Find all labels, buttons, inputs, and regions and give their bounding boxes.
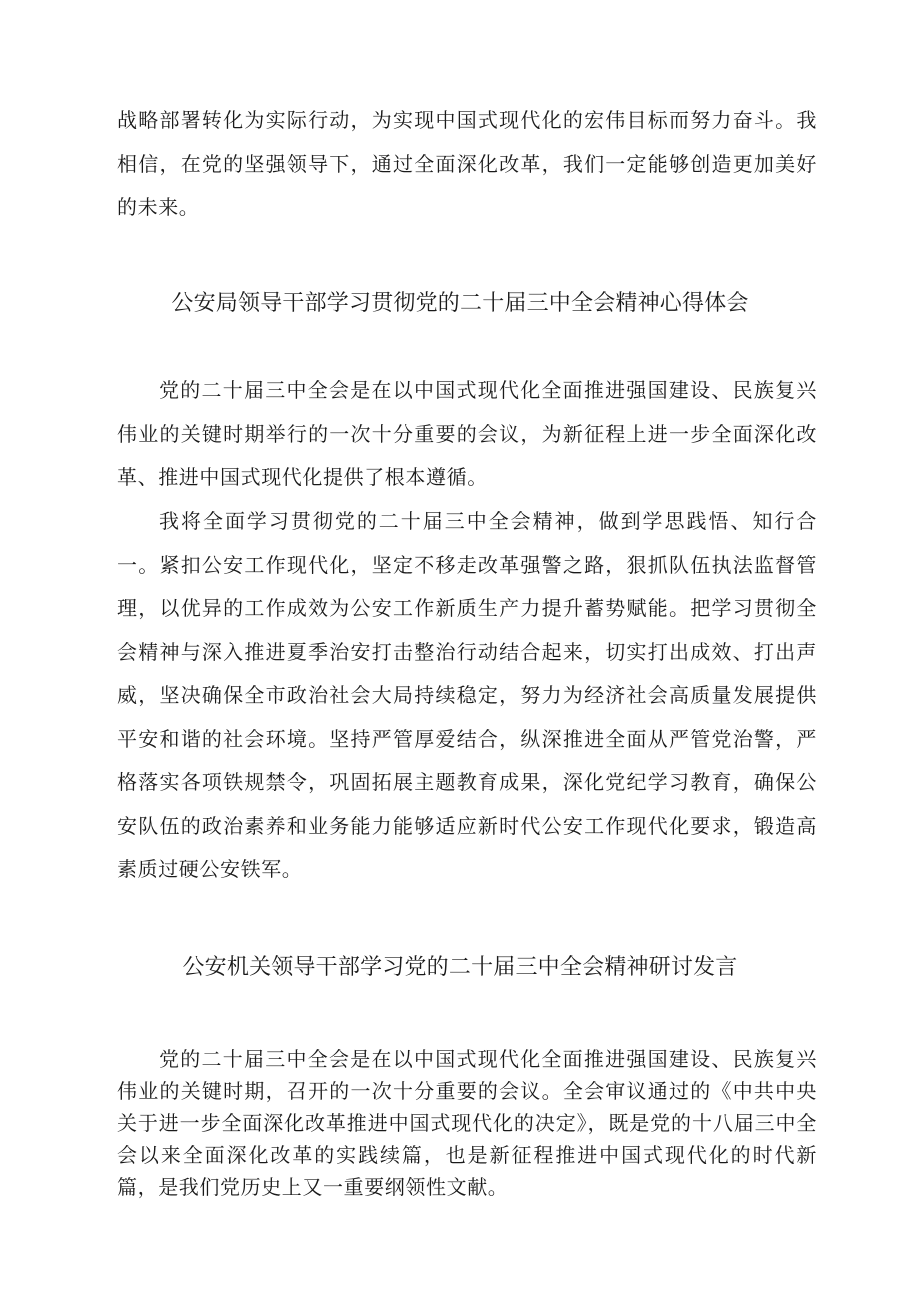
section-2-paragraph-1: 党的二十届三中全会是在以中国式现代化全面推进强国建设、民族复兴伟业的关键时期，召开的一次十分重要的会议。全会审议通过的《中共中央关于进一步全面深化改革推进中国式现代化的决定》，既是党的十八届三中全会以来全面深化改革的实践续篇，也是新征程推进中国式现代化的时代新篇，是我们党历史上又一重要纲领性文献。 — [117, 1047, 817, 1199]
section-1-paragraph-2: 我将全面学习贯彻党的二十届三中全会精神，做到学思践悟、知行合一。紧扣公安工作现代化，坚定不移走改革强警之路，狠抓队伍执法监督管理，以优异的工作成效为公安工作新质生产力提升蓄势赋能。把学习贯彻全会精神与深入推进夏季治安打击整治行动结合起来，切实打出成效、打出声威，坚决确保全市政治社会大局持续稳定，努力为经济社会高质量发展提供平安和谐的社会环境。坚持严管厚爱结合，纵深推进全面从严管党治警，严格落实各项铁规禁令，巩固拓展主题教育成果，深化党纪学习教育，确保公安队伍的政治素养和业务能力能够适应新时代公安工作现代化要求，锻造高素质过硬公安铁军。 — [117, 509, 817, 881]
section-1-title: 公安局领导干部学习贯彻党的二十届三中全会精神心得体会 — [171, 291, 749, 316]
section-2-title: 公安机关领导干部学习党的二十届三中全会精神研讨发言 — [182, 955, 738, 980]
continuation-paragraph: 战略部署转化为实际行动，为实现中国式现代化的宏伟目标而努力奋斗。我相信，在党的坚强领导下，通过全面深化改革，我们一定能够创造更加美好的未来。 — [117, 108, 817, 219]
section-1-paragraph-1: 党的二十届三中全会是在以中国式现代化全面推进强国建设、民族复兴伟业的关键时期举行的一次十分重要的会议，为新征程上进一步全面深化改革、推进中国式现代化提供了根本遵循。 — [117, 378, 817, 489]
